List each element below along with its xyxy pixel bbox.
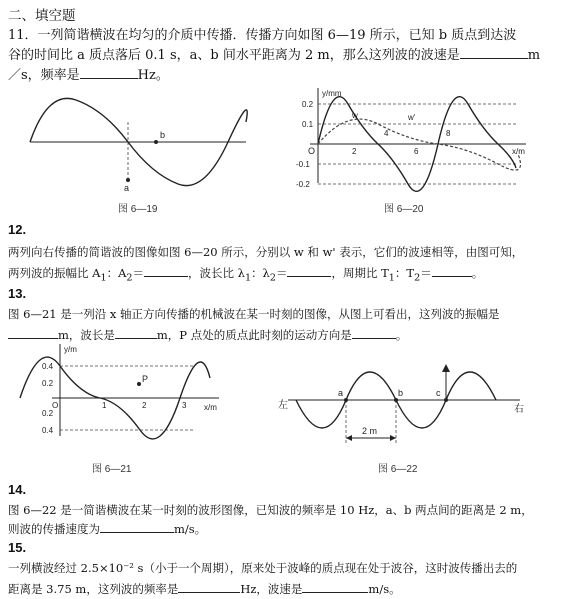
q13-text-2c: 。: [395, 328, 408, 342]
fig622-dim-arrow-left: [346, 435, 352, 441]
q11-unit-m: m: [527, 48, 541, 63]
fig619-label-a: a: [124, 183, 130, 193]
fig619-point-b: [154, 140, 158, 144]
fig620-label-w: w: [352, 111, 358, 120]
fig619-label-b: b: [160, 130, 166, 140]
q15-text-2b: Hz，波速是: [240, 582, 303, 596]
fig620-tick-x-6: 6: [414, 147, 419, 156]
q14-number: 14.: [8, 482, 27, 497]
fig620-tick-x-4: 4: [384, 129, 389, 138]
fig622-caption: 图 6—22: [378, 464, 418, 475]
q13-text-2a: m，波长是: [58, 328, 115, 342]
figure-6-20: [288, 88, 533, 188]
fig622-point-c: [444, 398, 448, 402]
fig620-x-unit: x/m: [512, 147, 525, 156]
q13-line2: [8, 326, 407, 343]
q11-unit-hz: Hz。: [137, 68, 169, 83]
fig622-label-left: 左: [278, 400, 288, 411]
q11-text-2a: 谷的时间比 a 质点落后 0.1 s，a、b 间水平距离为 2 m，那么这列波的波速是: [8, 48, 460, 63]
fig622-point-a: [344, 398, 348, 402]
figure-6-22: [278, 360, 528, 450]
q14-blank-speed[interactable]: [100, 520, 174, 533]
q15-blank-speed[interactable]: [302, 580, 368, 593]
fig620-label-w2: w': [408, 113, 416, 122]
fig620-wave-w2: [318, 119, 521, 170]
fig620-tick-x-2: 2: [352, 147, 357, 156]
fig620-y-unit: y/mm: [322, 89, 342, 98]
fig622-label-right: 右: [514, 404, 524, 415]
fig622-label-c: c: [436, 388, 441, 398]
q12-text-2f: ＝: [275, 266, 288, 280]
q12-text-2b: ：A: [106, 266, 127, 280]
fig621-tick-y-02: 0.2: [42, 379, 54, 388]
fig621-tick-x-3: 3: [182, 401, 187, 410]
q11-line3: [8, 64, 169, 83]
fig621-tick-y-m02: 0.2: [42, 409, 54, 418]
fig621-y-unit: y/m: [64, 345, 77, 354]
fig621-point-p: [137, 382, 141, 386]
fig619-point-a: [126, 178, 130, 182]
q12-number: 12.: [8, 222, 27, 237]
q13-number: 13.: [8, 286, 27, 301]
fig620-caption: 图 6—20: [384, 204, 424, 215]
q11-line1: 11．一列简谐横波在均匀的介质中传播．传播方向如图 6—19 所示，已知 b 质点到达波: [8, 28, 517, 43]
fig621-tick-y-04: 0.4: [42, 362, 54, 371]
section-title: 二、填空题: [8, 8, 76, 24]
q12-text-2d: ，波长比 λ: [188, 266, 245, 280]
fig622-point-b: [394, 398, 398, 402]
q14-line2: [8, 520, 206, 537]
q15-number: 15.: [8, 540, 27, 555]
fig620-origin: O: [308, 146, 316, 156]
q12-blank-amplitude[interactable]: [144, 264, 188, 277]
q15-line1: 一列横波经过 2.5×10⁻² s（小于一个周期），原来处于波峰的质点现在处于波谷，这时波传播出去的: [8, 561, 518, 575]
q12-line1: 两列向右传播的简谐波的图像如图 6—20 所示，分别以 w 和 w' 表示，它们的波速相等，由图可知，: [8, 245, 524, 259]
fig622-label-b: b: [398, 388, 404, 398]
fig621-tick-x-1: 1: [102, 401, 107, 410]
q12-text-2g: ，周期比 T: [331, 266, 389, 280]
q12-text-2i: ＝: [420, 266, 432, 280]
q12-blank-period[interactable]: [432, 264, 472, 277]
q15-text-2a: 距离是 3.75 m，这列波的频率是: [8, 582, 179, 596]
q13-text-2b: m，P 点处的质点此时刻的运动方向是: [156, 328, 352, 342]
q13-blank-amplitude[interactable]: [8, 326, 58, 339]
q13-blank-direction[interactable]: [352, 326, 396, 339]
q12-text-2h: ：T: [394, 266, 415, 280]
figure-6-19: [28, 92, 248, 192]
q15-text-2c: m/s。: [368, 582, 401, 596]
q11-text-3a: ／s，频率是: [8, 68, 80, 83]
q11-blank-speed[interactable]: [460, 46, 528, 59]
fig620-tick-y-01: 0.1: [302, 120, 314, 129]
fig619-caption: 图 6—19: [118, 204, 158, 215]
q15-blank-frequency[interactable]: [178, 580, 240, 593]
q12-text-2a: 两列波的振幅比 A: [8, 266, 101, 280]
fig622-dim-arrow-right: [390, 435, 396, 441]
q12-text-2c: ＝: [132, 266, 144, 280]
fig622-label-dist: 2 m: [362, 426, 378, 436]
fig620-tick-y-m02: -0.2: [296, 180, 310, 189]
q14-text-2b: m/s。: [174, 522, 207, 536]
q13-line1: 图 6—21 是一列沿 x 轴正方向传播的机械波在某一时刻的图像，从图上可看出，这列波的振幅是: [8, 307, 500, 321]
fig621-x-unit: x/m: [204, 403, 217, 412]
fig620-tick-x-8: 8: [446, 129, 451, 138]
fig622-label-a: a: [338, 388, 344, 398]
q12-text-2e: ：λ: [251, 266, 270, 280]
fig622-arrow-head: [442, 364, 450, 372]
q11-blank-freq[interactable]: [80, 66, 138, 79]
q13-blank-wavelength[interactable]: [115, 326, 157, 339]
fig621-origin: O: [52, 401, 59, 410]
fig620-tick-y-m01: -0.1: [296, 160, 310, 169]
fig621-tick-x-2: 2: [142, 401, 147, 410]
q12-blank-wavelength[interactable]: [287, 264, 331, 277]
fig620-tick-y-02: 0.2: [302, 100, 314, 109]
q12-line2: 两列波的振幅比 $A_1$：$A_2=$ ，波长比 $\lambda_1$：$\lambda_2=$ ，周期比 $T_1$：$T_2=$ 。: [8, 266, 484, 284]
q15-line2: [8, 580, 401, 597]
fig621-caption: 图 6—21: [92, 464, 132, 475]
figure-6-21: [14, 344, 224, 440]
q11-line2: [8, 44, 540, 63]
q14-line1: 图 6—22 是一简谐横波在某一时刻的波形图像，已知波的频率是 10 Hz，a、b 两点间的距离是 2 m，: [8, 503, 533, 517]
q12-text-2j: 。: [471, 266, 484, 280]
fig621-tick-y-m04: 0.4: [42, 426, 54, 435]
fig621-label-p: P: [142, 374, 149, 384]
q14-text-2a: 则波的传播速度为: [8, 522, 100, 536]
